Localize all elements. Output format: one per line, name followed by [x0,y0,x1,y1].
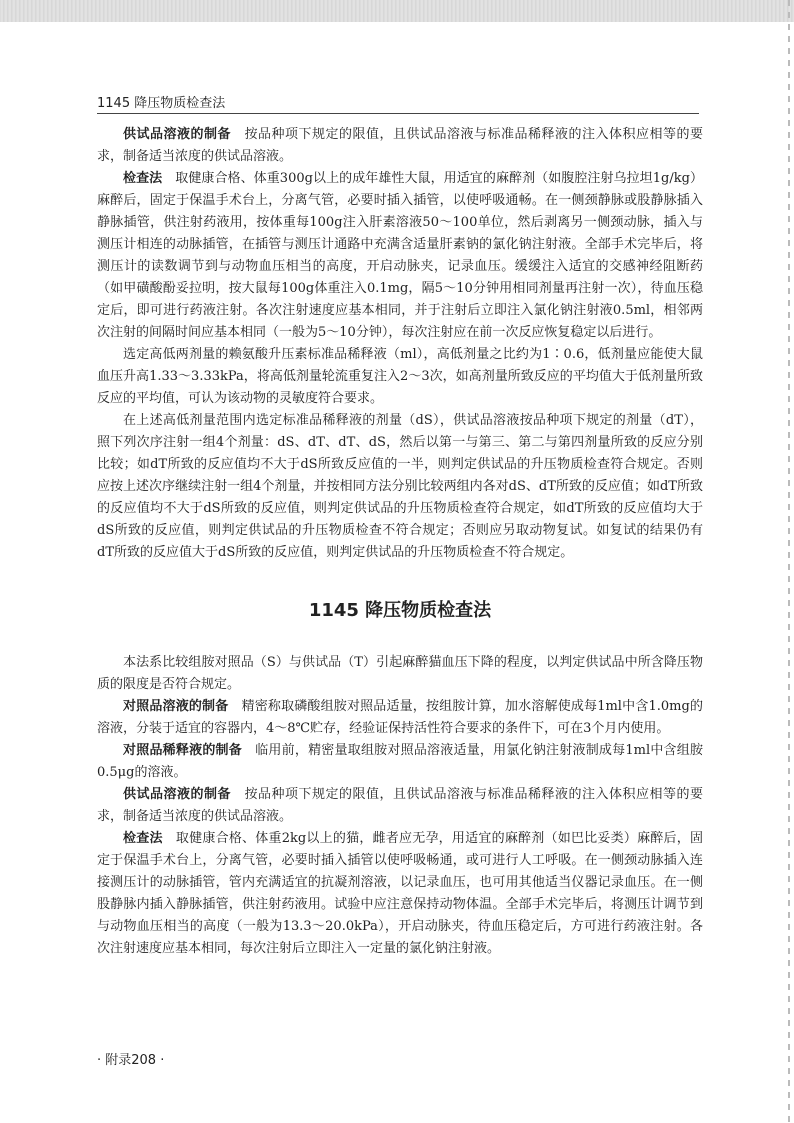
paragraph-test-method [97,168,703,344]
paragraph-text: 取健康合格、体重2kg以上的猫，雌者应无孕，用适宜的麻醉剂（如巴比妥类）麻醉后，固定于保温手术台上，分离气管，必要时插入插管以使呼吸畅通，或可进行人工呼吸。在一侧颈动脉插入连接测压计的动脉插管，管内充满适宜的抗凝剂溶液，以记录血压，也可用其他适当仪器记录血压。在一侧股静脉内插入静脉插管，供注射药液用。试验中应注意保持动物体温。全部手术完毕后，将测压计调节到与动物血压相当的高度（一般为13.3～20.0kPa），开启动脉夹，待血压稳定后，方可进行药液注射。各次注射速度应基本相同，每次注射后立即注入一定量的氯化钠注射液。 [97,831,703,956]
paragraph-reference-dilution [97,740,703,784]
paragraph-reference-solution [97,696,703,740]
header-rule [97,113,699,114]
paragraph-cat-method [97,828,703,960]
paragraph-test-solution-prep [97,124,703,168]
page-content [97,124,703,960]
paragraph-dose-selection: 选定高低两剂量的赖氨酸升压素标准品稀释液（ml），高低剂量之比约为1∶0.6，低剂量应能使大鼠血压升高1.33～3.33kPa，将高低剂量轮流重复注入2～3次，如高剂量所致反应的平均值大于低剂量所致反应的平均值，可认为该动物的灵敏度符合要求。 [97,347,703,406]
paragraph-sample-solution [97,784,703,828]
paragraph-judgement: 在上述高低剂量范围内选定标准品稀释液的剂量（dS），供试品溶液按品种项下规定的剂量（dT），照下列次序注射一组4个剂量：dS、dT、dT、dS，然后以第一与第三、第二与第四剂量所致的反应分别比较；如dT所致的反应值均不大于dS所致反应值的一半，则判定供试品的升压物质检查符合规定。否则应按上述次序继续注射一组4个剂量，并按相同方法分别比较两组内各对dS、dT所致的反应值；如dT所致的反应值均不大于dS所致的反应值，则判定供试品的升压物质检查符合规定，如dT所致的反应值均大于dS所致的反应值，则判定供试品的升压物质检查不符合规定；否则应另取动物复试。如复试的结果仍有dT所致的反应值大于dS所致的反应值，则判定供试品的升压物质检查不符合规定。 [97,413,703,560]
paragraph-text: 按品种项下规定的限值，且供试品溶液与标准品稀释液的注入体积应相等的要求，制备适当浓度的供试品溶液。 [97,127,703,164]
paragraph-intro: 本法系比较组胺对照品（S）与供试品（T）引起麻醉猫血压下降的程度，以判定供试品中所含降压物质的限度是否符合规定。 [97,655,703,692]
page-number: · 附录208 · [97,1053,165,1068]
section-title: 1145 降压物质检查法 [308,600,492,621]
term-label: 检查法 [123,831,163,846]
scan-right-edge [788,0,790,1123]
paragraph-text: 临用前，精密量取组胺对照品溶液适量，用氯化钠注射液制成每1ml中含组胺0.5μg的溶液。 [97,743,703,780]
term-label: 检查法 [123,171,163,186]
term-label: 对照品溶液的制备 [123,699,229,714]
paragraph-text: 精密称取磷酸组胺对照品适量，按组胺计算，加水溶解使成每1ml中含1.0mg的溶液，分装于适宜的容器内，4～8℃贮存，经验证保持活性符合要求的条件下，可在3个月内使用。 [97,699,703,736]
running-header: 1145 降压物质检查法 [97,96,226,111]
term-label: 供试品溶液的制备 [123,787,231,802]
paragraph-text: 按品种项下规定的限值，且供试品溶液与标准品稀释液的注入体积应相等的要求，制备适当浓度的供试品溶液。 [97,787,703,824]
scan-top-band [0,0,794,22]
term-label: 对照品稀释液的制备 [123,743,242,758]
term-label: 供试品溶液的制备 [123,127,231,142]
paragraph-text: 取健康合格、体重300g以上的成年雄性大鼠，用适宜的麻醉剂（如腹腔注射乌拉坦1g/kg）麻醉后，固定于保温手术台上，分离气管，必要时插入插管，以使呼吸通畅。在一侧颈静脉或股静脉插入静脉插管，供注射药液用，按体重每100g注入肝素溶液50～100单位，然后剥离另一侧颈动脉，插入与测压计相连的动脉插管，在插管与测压计通路中充满含适量肝素钠的氯化钠注射液。全部手术完毕后，将测压计的读数调节到与动物血压相当的高度，开启动脉夹，记录血压。缓缓注入适宜的交感神经阻断药（如甲磺酸酚妥拉明，按大鼠每100g体重注入0.1mg，隔5～10分钟用相同剂量再注射一次），待血压稳定后，即可进行药液注射。各次注射速度应基本相同，并于注射后立即注入氯化钠注射液0.5ml，相邻两次注射的间隔时间应基本相同（一般为5～10分钟），每次注射应在前一次反应恢复稳定以后进行。 [97,171,703,340]
